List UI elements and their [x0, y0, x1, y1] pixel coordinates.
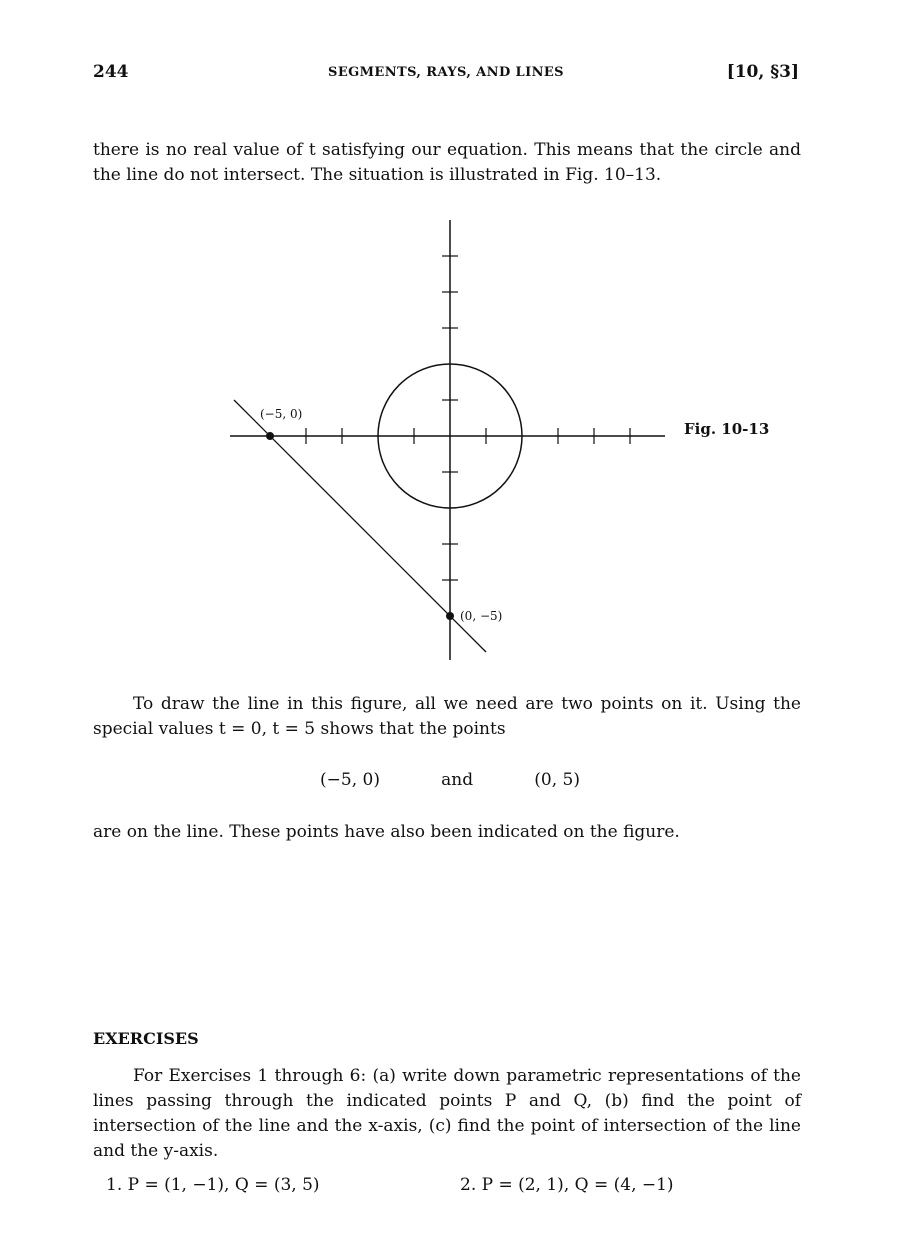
points-connector: and: [441, 770, 474, 790]
y-intercept-label: (0, −5): [460, 609, 503, 623]
point-a: (−5, 0): [320, 770, 380, 790]
draw-line-paragraph: To draw the line in this figure, all we need are two points on it. Using the special values t = 0, t = 5 shows that the points: [93, 694, 801, 739]
section-reference: [10, §3]: [726, 62, 799, 82]
exercise-item-2: 2. P = (2, 1), Q = (4, −1): [460, 1175, 674, 1195]
after-points-paragraph: are on the line. These points have also been indicated on the figure.: [93, 822, 680, 842]
exercise-item-1: 1. P = (1, −1), Q = (3, 5): [106, 1175, 320, 1195]
running-header: [93, 62, 799, 86]
intro-paragraph: there is no real value of t satisfying our equation. This means that the circle and the line do not intersect. The situation is illustrated in Fig. 10–13.: [93, 140, 801, 185]
running-title: SEGMENTS, RAYS, AND LINES: [328, 65, 564, 80]
point-b: (0, 5): [534, 770, 580, 790]
figure-10-13: [220, 210, 680, 670]
x-intercept-label: (−5, 0): [260, 407, 303, 421]
y-intercept-point: [446, 612, 454, 620]
figure-graphic: [220, 210, 680, 670]
x-intercept-point: [266, 432, 274, 440]
figure-caption: Fig. 10-13: [684, 420, 770, 438]
exercises-instructions: For Exercises 1 through 6: (a) write down parametric representations of the lines passing through the indicated points P and Q, (b) find the point of intersection of the line and the x-axis, (c) find the point of intersection of the line and the y-axis.: [93, 1066, 801, 1161]
points-display: [320, 770, 580, 790]
exercises-heading: EXERCISES: [93, 1029, 199, 1048]
page-number: 244: [93, 62, 129, 82]
